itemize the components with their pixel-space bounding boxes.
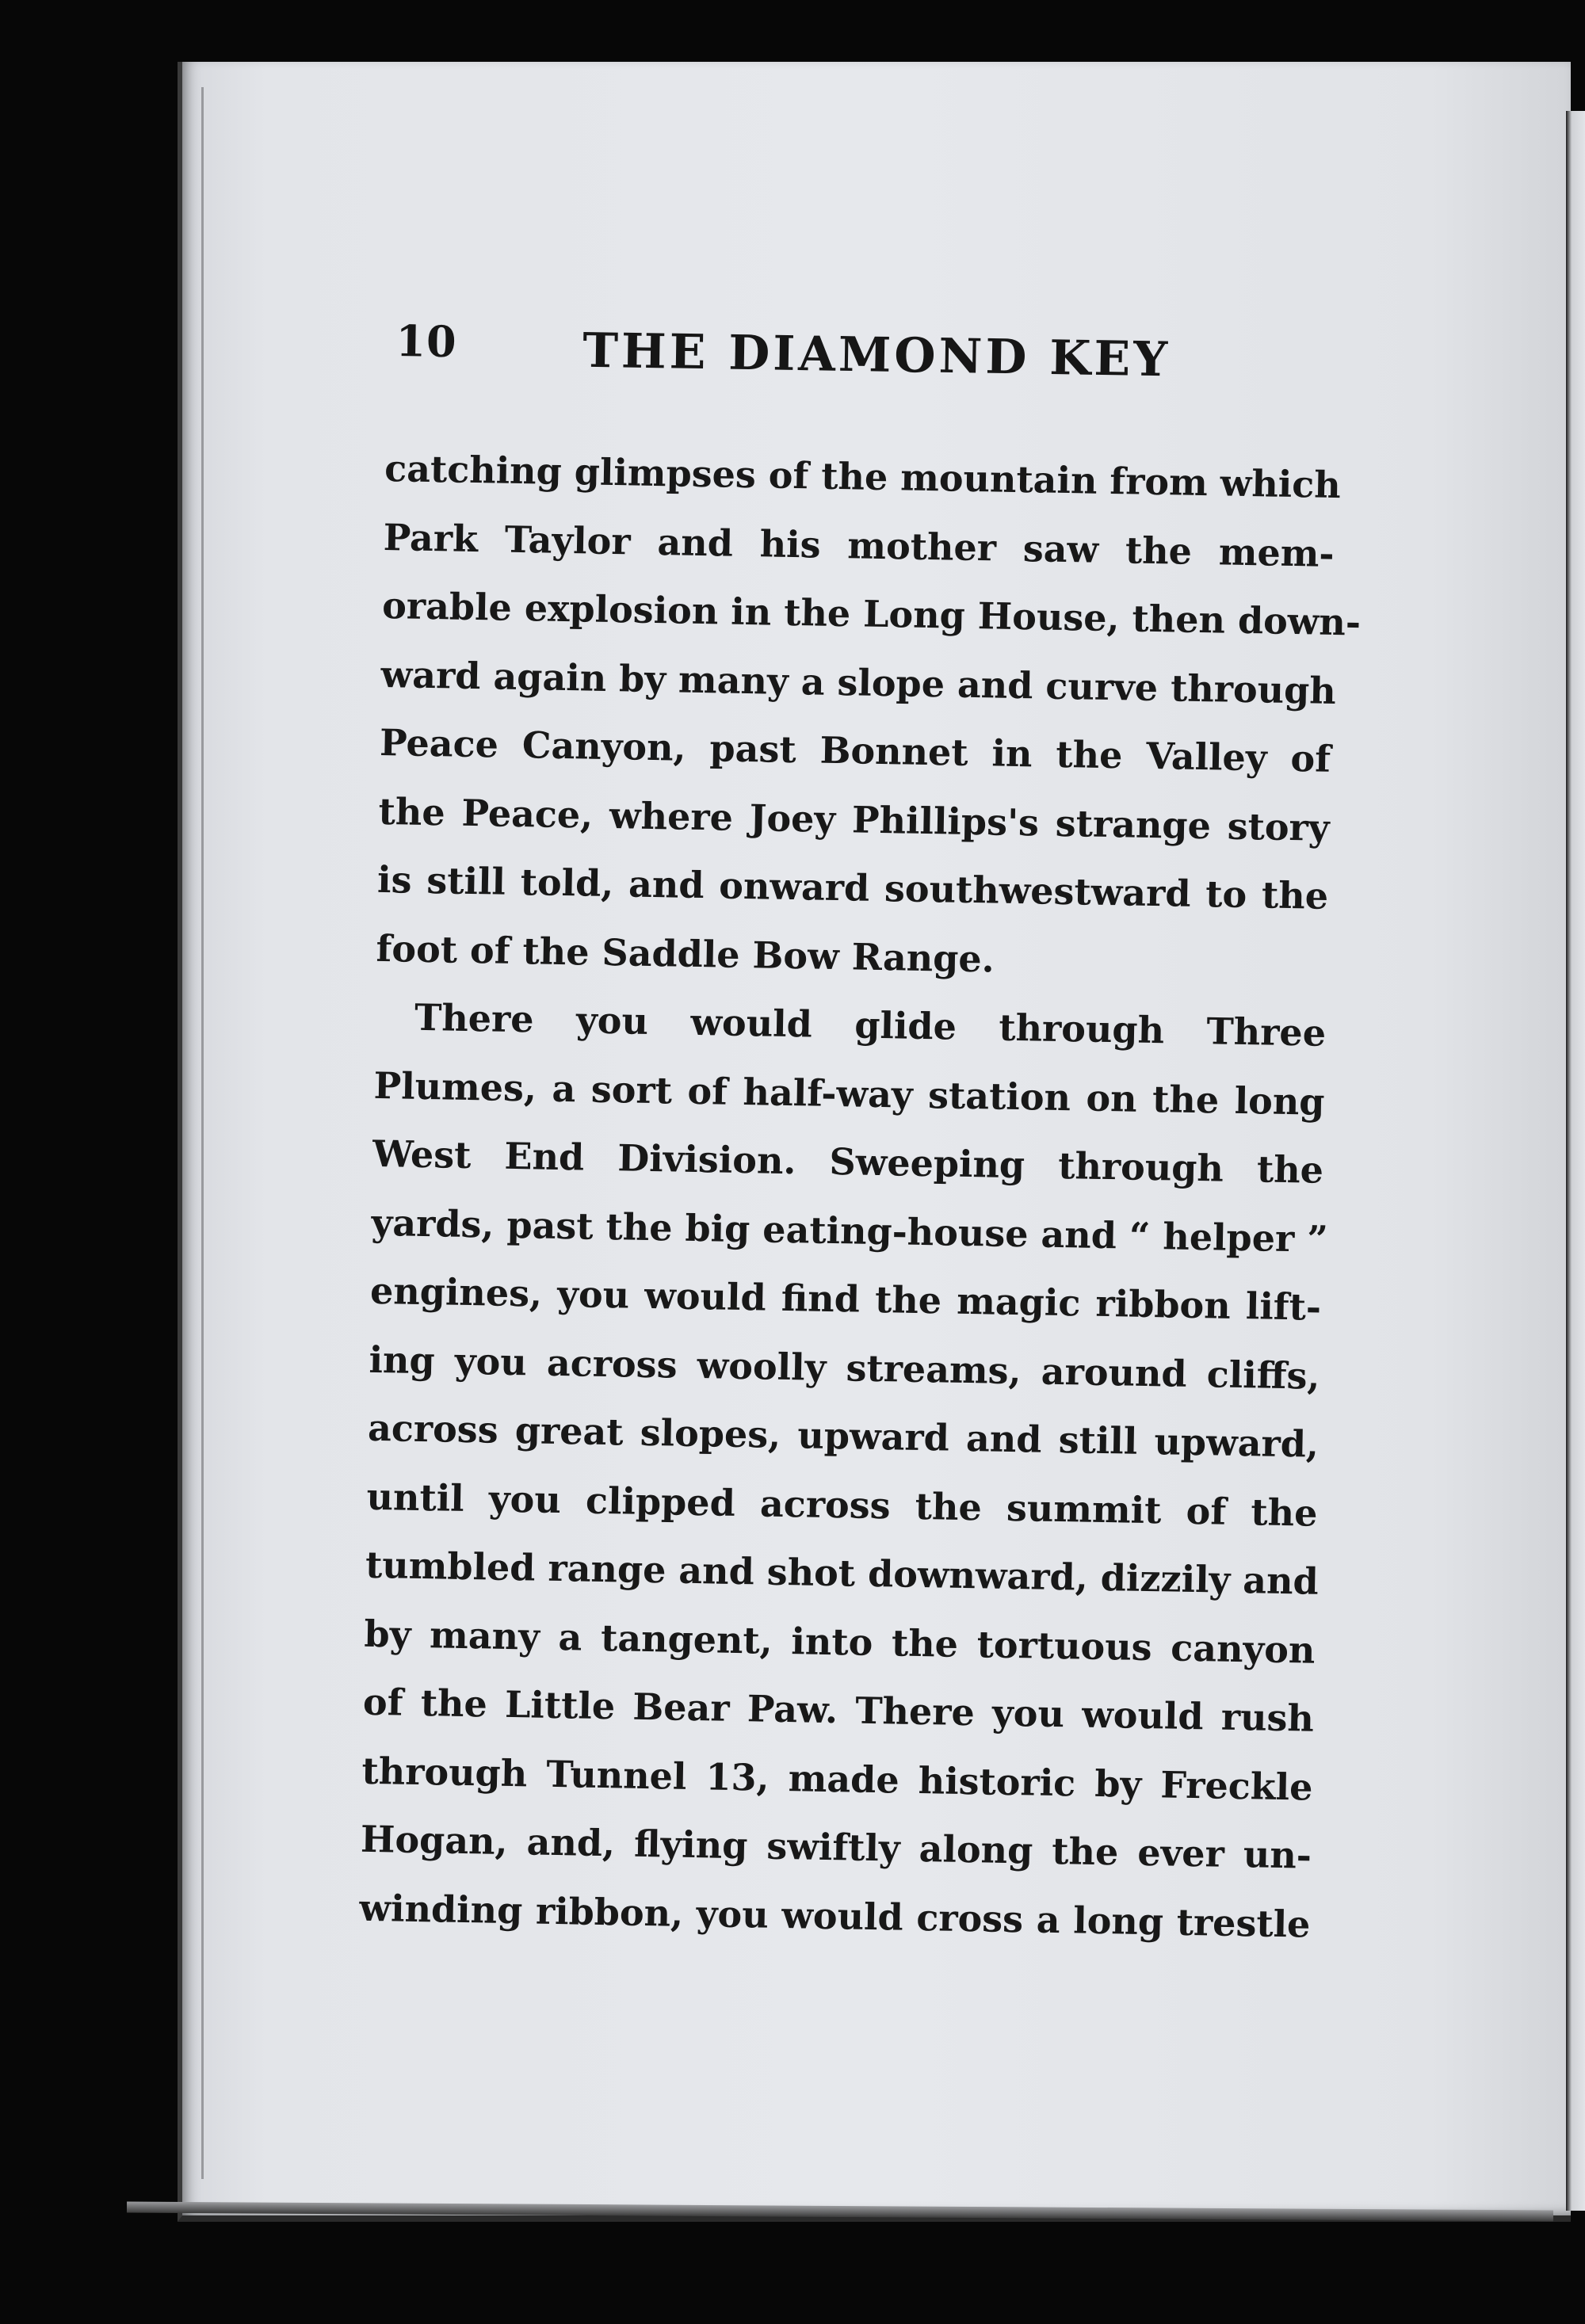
text-line: through Tunnel 13, made historic by Freckle (361, 1749, 1313, 1809)
text-line: West End Division. Sweeping through the (372, 1131, 1324, 1192)
paragraph-2 (359, 983, 1327, 1959)
page-header (395, 315, 1268, 400)
text-line: by many a tangent, into the tortuous canyon (364, 1612, 1316, 1672)
page-number: 10 (395, 315, 458, 368)
text-line: until you clipped across the summit of the (366, 1475, 1318, 1535)
text-line: catching glimpses of the mountain from which (384, 446, 1342, 507)
text-line: ing you across woolly streams, around cliffs, (369, 1338, 1320, 1398)
text-line: ward again by many a slope and curve through (380, 652, 1337, 712)
binding-shadow (201, 87, 204, 2179)
facing-page-edge (1566, 111, 1585, 2211)
text-line: Hogan, and, flying swiftly along the ever un- (360, 1817, 1312, 1877)
text-line: foot of the Saddle Bow Range. (376, 926, 995, 981)
text-line: is still told, and onward southwestward to the (376, 857, 1329, 918)
text-line: of the Little Bear Paw. There you would rush (362, 1680, 1315, 1740)
body-text (359, 434, 1362, 1959)
text-line: orable explosion in the Long House, then down- (381, 583, 1362, 644)
text-line: There you would glide through Three (414, 995, 1327, 1055)
text-line: across great slopes, upward and still upward, (367, 1406, 1320, 1466)
paragraph-1 (376, 434, 1362, 999)
text-line: yards, past the big eating-house and “ helper ” (371, 1200, 1329, 1261)
text-line: tumbled range and shot downward, dizzily and (365, 1543, 1320, 1603)
text-line: winding ribbon, you would cross a long trestle (359, 1886, 1311, 1946)
text-line: the Peace, where Joey Phillips's strange story (378, 789, 1330, 849)
text-line: Park Taylor and his mother saw the mem- (383, 515, 1335, 575)
text-line: engines, you would find the magic ribbon lift- (369, 1269, 1322, 1329)
running-title: THE DIAMOND KEY (582, 322, 1171, 388)
text-line: Peace Canyon, past Bonnet in the Valley of (379, 720, 1331, 780)
text-line: Plumes, a sort of half-way station on the long (373, 1063, 1325, 1124)
